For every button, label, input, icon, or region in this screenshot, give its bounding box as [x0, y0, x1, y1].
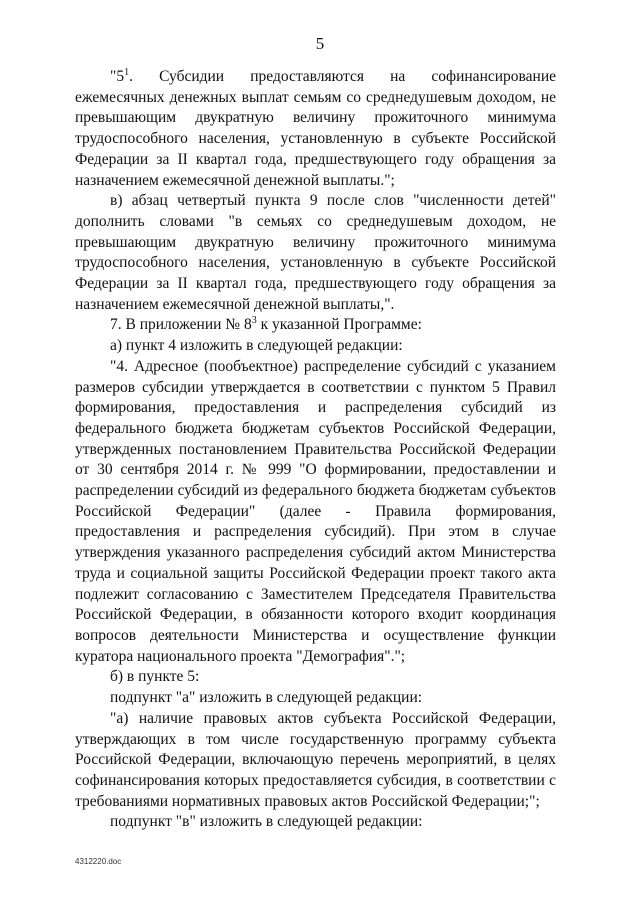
paragraph-text: "а) наличие правовых актов субъекта Российской Федерации, утверждающих в том числе государственную программу субъекта Российской Федерации, включающую перечень мероприятий, в целях софинансирования которых предоставляется субсидия, в соответствии с требованиями нормативных правовых актов Российской Федерации;";	[75, 709, 556, 810]
paragraph-text-cont: к указанной Программе:	[256, 316, 422, 334]
paragraph-text: подпункт "в" изложить в следующей редакции:	[110, 813, 423, 831]
paragraph-text: 7. В приложении № 8	[110, 316, 252, 334]
document-body	[75, 67, 556, 833]
paragraph	[75, 315, 556, 336]
superscript: 3	[251, 315, 257, 327]
paragraph-text: "5	[110, 68, 125, 85]
paragraph	[75, 191, 556, 315]
paragraph-text: подпункт "а" изложить в следующей редакции:	[110, 689, 423, 707]
paragraph	[75, 812, 556, 833]
page-number: 5	[315, 34, 325, 53]
paragraph-text: а) пункт 4 изложить в следующей редакции:	[110, 337, 403, 355]
superscript: 1	[124, 67, 130, 78]
paragraph	[75, 67, 556, 191]
paragraph	[75, 667, 556, 688]
paragraph-text-cont: . Субсидии предоставляются на софинансирование ежемесячных денежных выплат семьям со среднедушевым доходом, не превышающим двукратную величину прожиточного минимума трудоспособного населения, установленную в субъекте Российской Федерации за II квартал года, предшествующего году обращения за назначением ежемесячной денежной выплаты.";	[75, 68, 556, 189]
paragraph	[75, 357, 556, 668]
paragraph	[75, 688, 556, 709]
paragraph-text: в) абзац четвертый пункта 9 после слов "численности детей" дополнить словами "в семьях со среднедушевым доходом, не превышающим двукратную величину прожиточного минимума трудоспособного населения, установленную в субъекте Российской Федерации за II квартал года, предшествующего году обращения за назначением ежемесячной денежной выплаты,".	[75, 192, 556, 313]
paragraph-text: "4. Адресное (пообъектное) распределение субсидий с указанием размеров субсидии утверждается в соответствии с пунктом 5 Правил формирования, предоставления и распределения субсидий из федерального бюджета бюджетам субъектов Российской Федерации, утвержденных постановлением Правительства Российской Федерации от 30 сентября 2014 г. № 999 "О формировании, предоставлении и распределении субсидий из федерального бюджета бюджетам субъектов Российской Федерации" (далее - Правила формирования, предоставления и распределения субсидий). При этом в случае утверждения указанного распределения субсидий актом Министерства труда и социальной защиты Российской Федерации проект такого акта подлежит согласованию с Заместителем Председателя Правительства Российской Федерации, в обязанности которого входит координация вопросов деятельности Министерства и осуществление функции куратора национального проекта "Демография".";	[75, 357, 556, 665]
paragraph-text: б) в пункте 5:	[110, 668, 200, 686]
paragraph	[75, 709, 556, 813]
document-code: 4312220.doc	[75, 857, 122, 866]
paragraph	[75, 336, 556, 357]
